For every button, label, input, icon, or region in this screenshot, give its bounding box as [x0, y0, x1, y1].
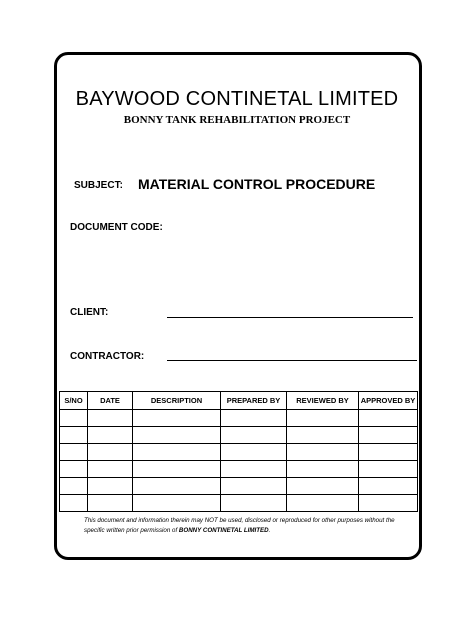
table-cell [133, 478, 221, 495]
column-header-prepared-by: PREPARED BY [221, 392, 287, 410]
table-cell [359, 444, 418, 461]
company-name: BAYWOOD CONTINETAL LIMITED [75, 88, 399, 110]
notice-text: This document and information therein may NOT be used, disclosed or reproduced for other purposes without the specific written prior permission of [84, 517, 395, 534]
table-header-row [60, 392, 418, 410]
project-name: BONNY TANK REHABILITATION PROJECT [123, 114, 351, 126]
table-cell [359, 495, 418, 512]
table-cell [60, 495, 88, 512]
table-cell [287, 495, 359, 512]
contractor-label: CONTRACTOR: [70, 351, 145, 362]
table-cell [221, 444, 287, 461]
table-cell [88, 444, 133, 461]
table-cell [359, 478, 418, 495]
table-cell [359, 410, 418, 427]
table-cell [359, 427, 418, 444]
notice-end: . [268, 527, 271, 534]
client-label: CLIENT: [70, 307, 109, 318]
table-cell [133, 427, 221, 444]
table-cell [60, 461, 88, 478]
column-header-reviewed-by: REVIEWED BY [287, 392, 359, 410]
table-cell [60, 410, 88, 427]
table-cell [221, 427, 287, 444]
table-row [60, 444, 418, 461]
table-cell [221, 410, 287, 427]
table-cell [60, 427, 88, 444]
table-cell [133, 444, 221, 461]
table-cell [88, 410, 133, 427]
confidentiality-notice [84, 516, 414, 536]
table-cell [133, 495, 221, 512]
table-cell [60, 444, 88, 461]
column-header-sno: S/NO [60, 392, 88, 410]
table-cell [133, 461, 221, 478]
table-row [60, 410, 418, 427]
contractor-field-line [167, 360, 417, 361]
column-header-description: DESCRIPTION [133, 392, 221, 410]
column-header-approved-by: APPROVED BY [359, 392, 418, 410]
table-cell [359, 461, 418, 478]
table-cell [287, 427, 359, 444]
revision-table [59, 391, 418, 512]
table-cell [221, 495, 287, 512]
table-cell [221, 461, 287, 478]
table-row [60, 461, 418, 478]
subject-label: SUBJECT: [74, 180, 123, 191]
client-field-line [167, 317, 413, 318]
table-cell [88, 461, 133, 478]
table-cell [287, 410, 359, 427]
table-row [60, 495, 418, 512]
column-header-date: DATE [88, 392, 133, 410]
table-cell [287, 444, 359, 461]
table-cell [221, 478, 287, 495]
document-code-label: DOCUMENT CODE: [70, 222, 163, 233]
table-cell [88, 495, 133, 512]
table-cell [287, 461, 359, 478]
table-cell [60, 478, 88, 495]
table-cell [287, 478, 359, 495]
table-row [60, 427, 418, 444]
subject-value: MATERIAL CONTROL PROCEDURE [138, 176, 376, 192]
table-cell [133, 410, 221, 427]
table-cell [88, 427, 133, 444]
notice-company: BONNY CONTINETAL LIMITED [178, 527, 269, 534]
table-cell [88, 478, 133, 495]
table-body [60, 410, 418, 512]
table-row [60, 478, 418, 495]
